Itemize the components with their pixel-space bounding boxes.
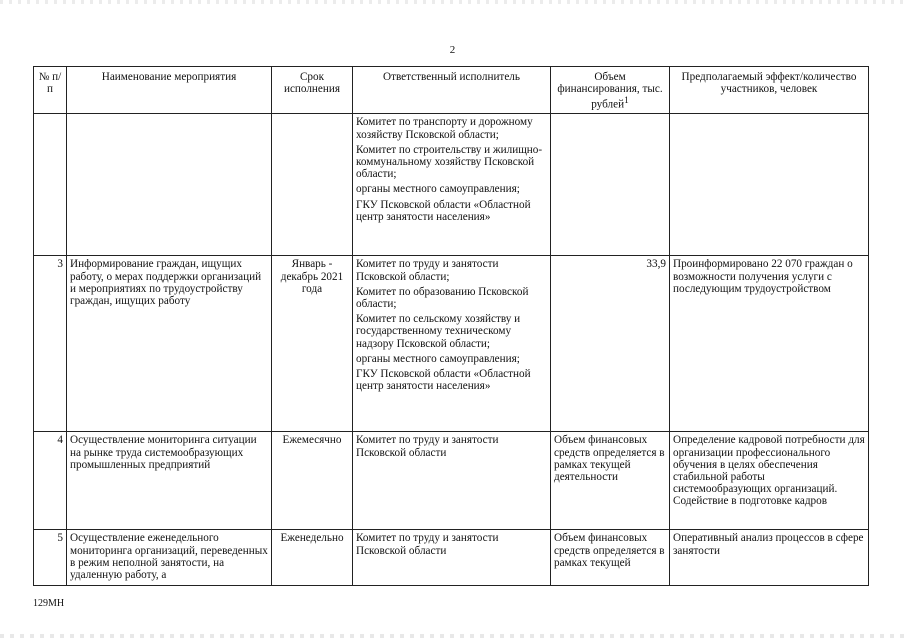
scan-artifact-bottom bbox=[0, 634, 905, 638]
row-financing: 33,9 bbox=[551, 256, 670, 432]
row-executors bbox=[353, 432, 551, 530]
row-financing bbox=[551, 114, 670, 256]
executor-item: Комитет по сельскому хозяйству и государственному техническому надзору Псковской области; bbox=[356, 313, 521, 350]
scan-artifact-top bbox=[0, 0, 905, 4]
executor-item: Комитет по строительству и жилищно-коммунальному хозяйству Псковской области; bbox=[356, 143, 543, 181]
row-term: Еженедельно bbox=[272, 530, 353, 586]
row-financing: Объем финансовых средств определяется в рамках текущей деятельности bbox=[551, 432, 670, 530]
header-term: Срок исполнения bbox=[272, 67, 353, 114]
row-effect: Определение кадровой потребности для организации профессионального обучения в целях обеспечения стабильной работы системообразующих организаций. Содействие в подготовке кадров bbox=[670, 432, 869, 530]
executor-item: ГКУ Псковской области «Областной центр занятости населения» bbox=[356, 367, 531, 393]
header-name: Наименование мероприятия bbox=[67, 67, 272, 114]
row-term bbox=[272, 114, 353, 256]
row-effect: Оперативный анализ процессов в сфере занятости bbox=[670, 530, 869, 586]
table-body bbox=[34, 114, 869, 586]
page-number: 2 bbox=[449, 44, 456, 56]
executor-item: Комитет по транспорту и дорожному хозяйству Псковской области; bbox=[356, 116, 533, 141]
row-executors bbox=[353, 114, 551, 256]
header-num: № п/п bbox=[34, 67, 67, 114]
document-code: 129МН bbox=[33, 598, 65, 609]
row-financing: Объем финансовых средств определяется в рамках текущей bbox=[551, 530, 670, 586]
table-row bbox=[34, 114, 869, 256]
table-row bbox=[34, 432, 869, 530]
measures-table bbox=[33, 66, 869, 586]
row-name: Информирование граждан, ищущих работу, о мерах поддержки организаций и мероприятиях по трудоустройству граждан, ищущих работу bbox=[67, 256, 272, 432]
header-executor: Ответственный исполнитель bbox=[353, 67, 551, 114]
row-num: 3 bbox=[34, 256, 67, 432]
row-term: Январь - декабрь 2021 года bbox=[272, 256, 353, 432]
row-name: Осуществление мониторинга ситуации на рынке труда системообразующих промышленных предприятий bbox=[67, 432, 272, 530]
row-effect bbox=[670, 114, 869, 256]
row-name bbox=[67, 114, 272, 256]
header-financing-footnote: 1 bbox=[624, 96, 629, 107]
row-effect: Проинформировано 22 070 граждан о возможности получения услуги с последующим трудоустройством bbox=[670, 256, 869, 432]
executor-item: Комитет по труду и занятости Псковской области; bbox=[356, 258, 499, 283]
executor-item: Комитет по образованию Псковской области; bbox=[356, 285, 529, 310]
row-executors bbox=[353, 256, 551, 432]
row-num: 5 bbox=[34, 530, 67, 586]
table-header-row bbox=[34, 67, 869, 114]
row-executors bbox=[353, 530, 551, 586]
row-term: Ежемесячно bbox=[272, 432, 353, 530]
row-num bbox=[34, 114, 67, 256]
executor-item: органы местного самоуправления; bbox=[356, 352, 520, 365]
header-financing bbox=[551, 67, 670, 114]
header-financing-text: Объем финансирования, тыс. рублей bbox=[557, 71, 663, 112]
executor-item: органы местного самоуправления; bbox=[356, 183, 520, 196]
table-row bbox=[34, 530, 869, 586]
executor-item: Комитет по труду и занятости Псковской области bbox=[356, 532, 499, 557]
row-num: 4 bbox=[34, 432, 67, 530]
table-row bbox=[34, 256, 869, 432]
executor-item: ГКУ Псковской области «Областной центр занятости населения» bbox=[356, 198, 531, 223]
row-name: Осуществление еженедельного мониторинга организаций, переведенных в режим неполной занятости, на удаленную работу, а bbox=[67, 530, 272, 586]
executor-item: Комитет по труду и занятости Псковской области bbox=[356, 434, 499, 459]
header-effect: Предполагаемый эффект/количество участников, человек bbox=[670, 67, 869, 114]
